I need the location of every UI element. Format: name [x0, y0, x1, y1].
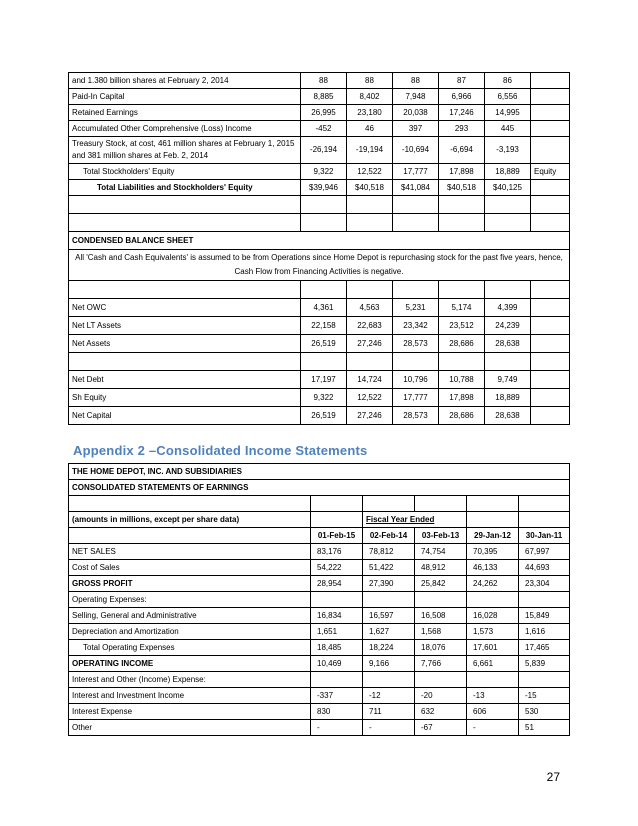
- value-cell: 5,839: [519, 656, 570, 672]
- value-cell: 28,686: [439, 407, 485, 425]
- income-statement-table: [68, 463, 570, 736]
- value-cell: 632: [415, 704, 467, 720]
- empty-cell: [519, 512, 570, 528]
- table-row: [69, 232, 570, 250]
- extra-cell: [531, 299, 570, 317]
- value-cell: 51: [519, 720, 570, 736]
- empty-cell: [531, 353, 570, 371]
- empty-cell: [439, 196, 485, 214]
- extra-cell: Equity: [531, 164, 570, 180]
- fiscal-year-header: Fiscal Year Ended: [363, 512, 467, 528]
- table-row: [69, 89, 570, 105]
- empty-cell: [393, 281, 439, 299]
- empty-cell: [485, 196, 531, 214]
- empty-cell: [393, 214, 439, 232]
- value-cell: [519, 592, 570, 608]
- table-row: [69, 672, 570, 688]
- value-cell: 28,573: [393, 407, 439, 425]
- value-cell: [311, 592, 363, 608]
- table-row: [69, 389, 570, 407]
- value-cell: 445: [485, 121, 531, 137]
- value-cell: 10,788: [439, 371, 485, 389]
- value-cell: 17,898: [439, 389, 485, 407]
- row-label: OPERATING INCOME: [69, 656, 311, 672]
- empty-cell: [439, 214, 485, 232]
- value-cell: 67,997: [519, 544, 570, 560]
- table-row: [69, 656, 570, 672]
- value-cell: 10,796: [393, 371, 439, 389]
- value-cell: 830: [311, 704, 363, 720]
- table-row: [69, 624, 570, 640]
- empty-cell: [69, 196, 301, 214]
- value-cell: $41,084: [393, 180, 439, 196]
- row-label: Sh Equity: [69, 389, 301, 407]
- empty-cell: [301, 196, 347, 214]
- value-cell: 10,469: [311, 656, 363, 672]
- value-cell: 88: [393, 73, 439, 89]
- extra-cell: [531, 407, 570, 425]
- value-cell: $40,518: [347, 180, 393, 196]
- value-cell: 28,954: [311, 576, 363, 592]
- value-cell: 12,522: [347, 389, 393, 407]
- table-row: [69, 720, 570, 736]
- value-cell: 12,522: [347, 164, 393, 180]
- value-cell: 4,563: [347, 299, 393, 317]
- empty-cell: [485, 214, 531, 232]
- extra-cell: [531, 371, 570, 389]
- empty-cell: [485, 281, 531, 299]
- value-cell: 18,485: [311, 640, 363, 656]
- empty-cell: [301, 353, 347, 371]
- value-cell: 6,661: [467, 656, 519, 672]
- value-cell: 88: [301, 73, 347, 89]
- empty-cell: [347, 353, 393, 371]
- value-cell: [415, 672, 467, 688]
- value-cell: 17,601: [467, 640, 519, 656]
- empty-cell: [347, 214, 393, 232]
- row-label: Net Debt: [69, 371, 301, 389]
- balance-sheet-table: [68, 72, 570, 425]
- row-label: Accumulated Other Comprehensive (Loss) Income: [69, 121, 301, 137]
- empty-cell: [393, 196, 439, 214]
- row-label: Other: [69, 720, 311, 736]
- value-cell: -67: [415, 720, 467, 736]
- date-header: 29-Jan-12: [467, 528, 519, 544]
- value-cell: 17,777: [393, 164, 439, 180]
- value-cell: [415, 592, 467, 608]
- value-cell: -20: [415, 688, 467, 704]
- page-number: 27: [546, 770, 560, 784]
- table-row: [69, 704, 570, 720]
- empty-cell: [311, 496, 363, 512]
- value-cell: 48,912: [415, 560, 467, 576]
- empty-cell: [69, 214, 301, 232]
- value-cell: 1,651: [311, 624, 363, 640]
- empty-cell: [301, 214, 347, 232]
- empty-cell: [347, 281, 393, 299]
- value-cell: 1,568: [415, 624, 467, 640]
- value-cell: 18,889: [485, 389, 531, 407]
- value-cell: 16,597: [363, 608, 415, 624]
- date-header: 01-Feb-15: [311, 528, 363, 544]
- section-title: CONDENSED BALANCE SHEET: [69, 232, 570, 250]
- value-cell: 17,197: [301, 371, 347, 389]
- value-cell: 83,176: [311, 544, 363, 560]
- row-label: Interest and Investment Income: [69, 688, 311, 704]
- row-label: and 1.380 billion shares at February 2, 2014: [69, 73, 301, 89]
- extra-cell: [531, 105, 570, 121]
- value-cell: -26,194: [301, 137, 347, 164]
- value-cell: $40,518: [439, 180, 485, 196]
- table-row: [69, 608, 570, 624]
- empty-cell: [301, 281, 347, 299]
- row-label: Cost of Sales: [69, 560, 311, 576]
- value-cell: 87: [439, 73, 485, 89]
- value-cell: 530: [519, 704, 570, 720]
- extra-cell: [531, 317, 570, 335]
- row-label: Net LT Assets: [69, 317, 301, 335]
- table-row: [69, 121, 570, 137]
- empty-cell: [519, 496, 570, 512]
- value-cell: 9,166: [363, 656, 415, 672]
- value-cell: 27,390: [363, 576, 415, 592]
- value-cell: 17,465: [519, 640, 570, 656]
- table-row: [69, 180, 570, 196]
- value-cell: 15,849: [519, 608, 570, 624]
- value-cell: 14,724: [347, 371, 393, 389]
- value-cell: 4,361: [301, 299, 347, 317]
- value-cell: 23,304: [519, 576, 570, 592]
- empty-cell: [467, 512, 519, 528]
- empty-cell: [347, 196, 393, 214]
- value-cell: -3,193: [485, 137, 531, 164]
- units-label: (amounts in millions, except per share data): [69, 512, 311, 528]
- value-cell: 17,898: [439, 164, 485, 180]
- value-cell: -: [363, 720, 415, 736]
- value-cell: 23,342: [393, 317, 439, 335]
- date-header: 02-Feb-14: [363, 528, 415, 544]
- value-cell: 397: [393, 121, 439, 137]
- value-cell: 16,508: [415, 608, 467, 624]
- row-label: Total Stockholders' Equity: [69, 164, 301, 180]
- value-cell: 24,262: [467, 576, 519, 592]
- value-cell: 46: [347, 121, 393, 137]
- value-cell: 14,995: [485, 105, 531, 121]
- value-cell: 6,556: [485, 89, 531, 105]
- table-row: [69, 73, 570, 89]
- value-cell: -337: [311, 688, 363, 704]
- value-cell: 1,627: [363, 624, 415, 640]
- value-cell: 70,395: [467, 544, 519, 560]
- value-cell: 25,842: [415, 576, 467, 592]
- row-label: GROSS PROFIT: [69, 576, 311, 592]
- table-row: [69, 464, 570, 480]
- value-cell: 16,834: [311, 608, 363, 624]
- table-row: [69, 281, 570, 299]
- table-row: [69, 512, 570, 528]
- table-row: [69, 688, 570, 704]
- value-cell: [363, 672, 415, 688]
- table-row: [69, 137, 570, 164]
- row-label: Interest and Other (Income) Expense:: [69, 672, 311, 688]
- value-cell: 9,322: [301, 389, 347, 407]
- table-row: [69, 164, 570, 180]
- value-cell: 26,519: [301, 407, 347, 425]
- value-cell: 24,239: [485, 317, 531, 335]
- empty-cell: [69, 281, 301, 299]
- value-cell: 5,231: [393, 299, 439, 317]
- empty-cell: [69, 528, 311, 544]
- empty-cell: [311, 512, 363, 528]
- extra-cell: [531, 180, 570, 196]
- value-cell: 7,948: [393, 89, 439, 105]
- value-cell: -15: [519, 688, 570, 704]
- row-label: Selling, General and Administrative: [69, 608, 311, 624]
- value-cell: 20,038: [393, 105, 439, 121]
- value-cell: 22,683: [347, 317, 393, 335]
- appendix-title: Appendix 2 –Consolidated Income Statements: [73, 443, 368, 458]
- row-label: Total Liabilities and Stockholders' Equity: [69, 180, 301, 196]
- value-cell: 23,512: [439, 317, 485, 335]
- value-cell: 606: [467, 704, 519, 720]
- value-cell: -10,694: [393, 137, 439, 164]
- row-label: Treasury Stock, at cost, 461 million shares at February 1, 2015 and 381 million shares at Feb. 2, 2014: [69, 137, 301, 164]
- table-row: [69, 640, 570, 656]
- table-row: [69, 250, 570, 281]
- value-cell: 44,693: [519, 560, 570, 576]
- table-row: [69, 196, 570, 214]
- value-cell: 54,222: [311, 560, 363, 576]
- value-cell: [467, 672, 519, 688]
- row-label: Total Operating Expenses: [69, 640, 311, 656]
- row-label: Net OWC: [69, 299, 301, 317]
- extra-cell: [531, 73, 570, 89]
- value-cell: 8,885: [301, 89, 347, 105]
- table-row: [69, 105, 570, 121]
- empty-cell: [415, 496, 467, 512]
- empty-cell: [531, 281, 570, 299]
- value-cell: 18,076: [415, 640, 467, 656]
- value-cell: 46,133: [467, 560, 519, 576]
- row-label: Retained Earnings: [69, 105, 301, 121]
- value-cell: 22,158: [301, 317, 347, 335]
- empty-cell: [467, 496, 519, 512]
- value-cell: -19,194: [347, 137, 393, 164]
- table-row: [69, 335, 570, 353]
- value-cell: [363, 592, 415, 608]
- table-row: [69, 560, 570, 576]
- extra-cell: [531, 137, 570, 164]
- value-cell: 86: [485, 73, 531, 89]
- row-label: Interest Expense: [69, 704, 311, 720]
- value-cell: 78,812: [363, 544, 415, 560]
- value-cell: -452: [301, 121, 347, 137]
- empty-cell: [393, 353, 439, 371]
- value-cell: 8,402: [347, 89, 393, 105]
- value-cell: 17,777: [393, 389, 439, 407]
- value-cell: 27,246: [347, 335, 393, 353]
- table-row: [69, 371, 570, 389]
- value-cell: [467, 592, 519, 608]
- empty-cell: [531, 214, 570, 232]
- empty-cell: [69, 496, 311, 512]
- table-row: [69, 496, 570, 512]
- table-row: [69, 407, 570, 425]
- extra-cell: [531, 121, 570, 137]
- value-cell: 88: [347, 73, 393, 89]
- value-cell: 5,174: [439, 299, 485, 317]
- value-cell: 27,246: [347, 407, 393, 425]
- value-cell: 26,995: [301, 105, 347, 121]
- value-cell: [519, 672, 570, 688]
- row-label: Net Capital: [69, 407, 301, 425]
- value-cell: 23,180: [347, 105, 393, 121]
- empty-cell: [69, 353, 301, 371]
- row-label: Paid-In Capital: [69, 89, 301, 105]
- table-row: [69, 299, 570, 317]
- value-cell: 711: [363, 704, 415, 720]
- company-name: THE HOME DEPOT, INC. AND SUBSIDIARIES: [69, 464, 570, 480]
- table-row: [69, 480, 570, 496]
- extra-cell: [531, 335, 570, 353]
- empty-cell: [439, 353, 485, 371]
- extra-cell: [531, 389, 570, 407]
- value-cell: 28,573: [393, 335, 439, 353]
- statement-title: CONSOLIDATED STATEMENTS OF EARNINGS: [69, 480, 570, 496]
- row-label: Depreciation and Amortization: [69, 624, 311, 640]
- row-label: Net Assets: [69, 335, 301, 353]
- date-header: 03-Feb-13: [415, 528, 467, 544]
- value-cell: 6,966: [439, 89, 485, 105]
- value-cell: $39,946: [301, 180, 347, 196]
- row-label: NET SALES: [69, 544, 311, 560]
- value-cell: -: [467, 720, 519, 736]
- empty-cell: [363, 496, 415, 512]
- extra-cell: [531, 89, 570, 105]
- value-cell: 1,616: [519, 624, 570, 640]
- table-row: [69, 317, 570, 335]
- value-cell: 293: [439, 121, 485, 137]
- date-header: 30-Jan-11: [519, 528, 570, 544]
- empty-cell: [439, 281, 485, 299]
- empty-cell: [531, 196, 570, 214]
- empty-cell: [485, 353, 531, 371]
- value-cell: 28,638: [485, 407, 531, 425]
- row-label: Operating Expenses:: [69, 592, 311, 608]
- value-cell: -13: [467, 688, 519, 704]
- table-row: [69, 592, 570, 608]
- table-row: [69, 544, 570, 560]
- table-row: [69, 214, 570, 232]
- value-cell: 74,754: [415, 544, 467, 560]
- table-row: [69, 353, 570, 371]
- value-cell: 9,749: [485, 371, 531, 389]
- value-cell: 51,422: [363, 560, 415, 576]
- value-cell: 17,246: [439, 105, 485, 121]
- value-cell: 1,573: [467, 624, 519, 640]
- value-cell: [311, 672, 363, 688]
- value-cell: -6,694: [439, 137, 485, 164]
- value-cell: 7,766: [415, 656, 467, 672]
- value-cell: 18,224: [363, 640, 415, 656]
- value-cell: 16,028: [467, 608, 519, 624]
- value-cell: 18,889: [485, 164, 531, 180]
- note-text: All 'Cash and Cash Equivalents' is assumed to be from Operations since Home Depot is repurchasing stock for the past five years, hence, Cash Flow from Financing Activities is negative.: [69, 250, 570, 281]
- value-cell: 9,322: [301, 164, 347, 180]
- value-cell: 4,399: [485, 299, 531, 317]
- value-cell: $40,125: [485, 180, 531, 196]
- value-cell: 28,638: [485, 335, 531, 353]
- value-cell: 26,519: [301, 335, 347, 353]
- value-cell: 28,686: [439, 335, 485, 353]
- value-cell: -: [311, 720, 363, 736]
- table-row: [69, 576, 570, 592]
- table-row: [69, 528, 570, 544]
- value-cell: -12: [363, 688, 415, 704]
